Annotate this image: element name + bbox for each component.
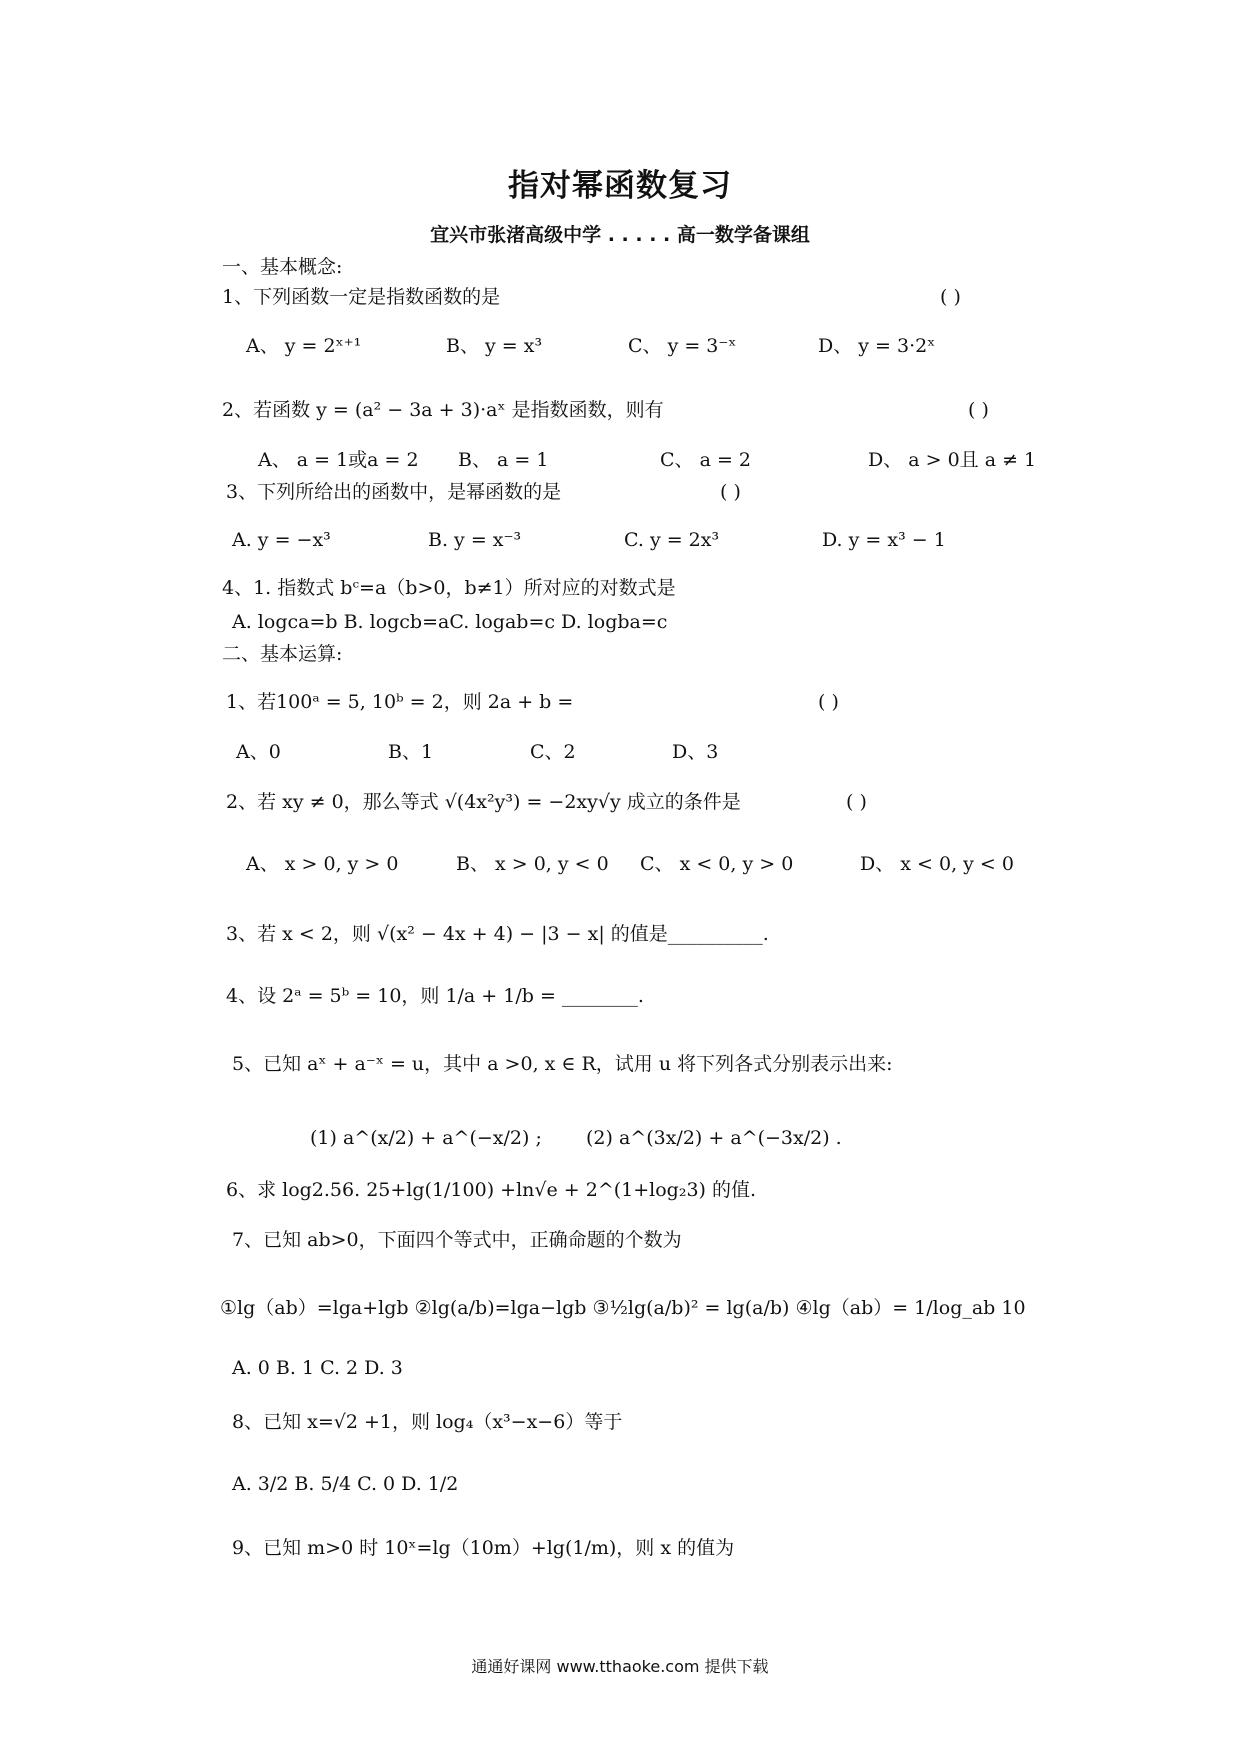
option-d: D、3 (672, 741, 719, 763)
question-4-options: A. logca=b B. logcb=aC. logab=c D. logba=c (232, 611, 668, 633)
exercise-5-part-1: (1) a^(x/2) + a^(−x/2) ; (310, 1127, 542, 1149)
option-d: D、 a > 0且 a ≠ 1 (868, 449, 1037, 471)
option-b: B、1 (388, 741, 434, 763)
option-a: A、 y = 2ˣ⁺¹ (246, 335, 362, 357)
page-subtitle: 宜兴市张渚高级中学 . . . . . 高一数学备课组 (430, 224, 810, 246)
option-d: D、 x < 0, y < 0 (860, 853, 1014, 875)
exercise-6: 6、求 log2.56. 25+lg(1/100) +ln√e + 2^(1+log₂3) 的值. (226, 1179, 757, 1201)
question-1-stem: 1、下列函数一定是指数函数的是 (222, 286, 501, 308)
page-title: 指对幂函数复习 (508, 168, 732, 204)
option-a: A、0 (236, 741, 281, 763)
section-heading-basic-operations: 二、基本运算: (222, 643, 343, 665)
exercise-7-statements: ①lg（ab）=lga+lgb ②lg(a/b)=lga−lgb ③½lg(a/b)² = lg(a/b) ④lg（ab）= 1/log_ab 10 (220, 1297, 1026, 1319)
answer-paren: ( ) (968, 399, 989, 421)
option-c: C、 x < 0, y > 0 (640, 853, 794, 875)
option-a: A. y = −x³ (232, 529, 331, 551)
exercise-8-options: A. 3/2 B. 5/4 C. 0 D. 1/2 (232, 1473, 459, 1495)
exercise-5-part-2: (2) a^(3x/2) + a^(−3x/2) . (586, 1127, 842, 1149)
exercise-8-stem: 8、已知 x=√2 +1，则 log₄（x³−x−6）等于 (232, 1411, 623, 1433)
option-c: C、 y = 3⁻ˣ (628, 335, 737, 357)
exercise-1-stem: 1、若100ᵃ = 5, 10ᵇ = 2，则 2a + b = (226, 691, 574, 713)
option-b: B. y = x⁻³ (428, 529, 522, 551)
exercise-9: 9、已知 m>0 时 10ˣ=lg（10m）+lg(1/m)，则 x 的值为 (232, 1537, 735, 1559)
question-4-stem: 4、1. 指数式 bᶜ=a（b>0，b≠1）所对应的对数式是 (222, 577, 676, 599)
option-b: B、 x > 0, y < 0 (456, 853, 609, 875)
question-2-stem: 2、若函数 y = (a² − 3a + 3)·aˣ 是指数函数，则有 (222, 399, 664, 421)
option-b: B、 a = 1 (458, 449, 549, 471)
option-d: D、 y = 3·2ˣ (818, 335, 936, 357)
answer-paren: ( ) (818, 691, 839, 713)
option-a: A、 x > 0, y > 0 (246, 853, 399, 875)
option-c: C. y = 2x³ (624, 529, 720, 551)
option-b: B、 y = x³ (446, 335, 543, 357)
exercise-5-stem: 5、已知 aˣ + a⁻ˣ = u，其中 a >0, x ∈ R，试用 u 将下列各式分别表示出来: (232, 1053, 893, 1075)
option-a: A、 a = 1或a = 2 (258, 449, 419, 471)
answer-paren: ( ) (720, 481, 741, 503)
answer-paren: ( ) (940, 286, 961, 308)
question-3-stem: 3、下列所给出的函数中，是幂函数的是 (226, 481, 562, 503)
exercise-3: 3、若 x < 2，则 √(x² − 4x + 4) − |3 − x| 的值是__________. (226, 923, 769, 945)
option-d: D. y = x³ − 1 (822, 529, 946, 551)
exercise-7-options: A. 0 B. 1 C. 2 D. 3 (232, 1357, 403, 1379)
answer-paren: ( ) (846, 791, 867, 813)
section-heading-basic-concepts: 一、基本概念: (222, 256, 343, 278)
exercise-2-stem: 2、若 xy ≠ 0，那么等式 √(4x²y³) = −2xy√y 成立的条件是 (226, 791, 741, 813)
option-c: C、2 (530, 741, 576, 763)
option-c: C、 a = 2 (660, 449, 751, 471)
exercise-4: 4、设 2ᵃ = 5ᵇ = 10，则 1/a + 1/b = ________. (226, 985, 644, 1007)
page-footer: 通通好课网 www.tthaoke.com 提供下载 (471, 1657, 769, 1676)
exercise-7-stem: 7、已知 ab>0，下面四个等式中，正确命题的个数为 (232, 1229, 682, 1251)
